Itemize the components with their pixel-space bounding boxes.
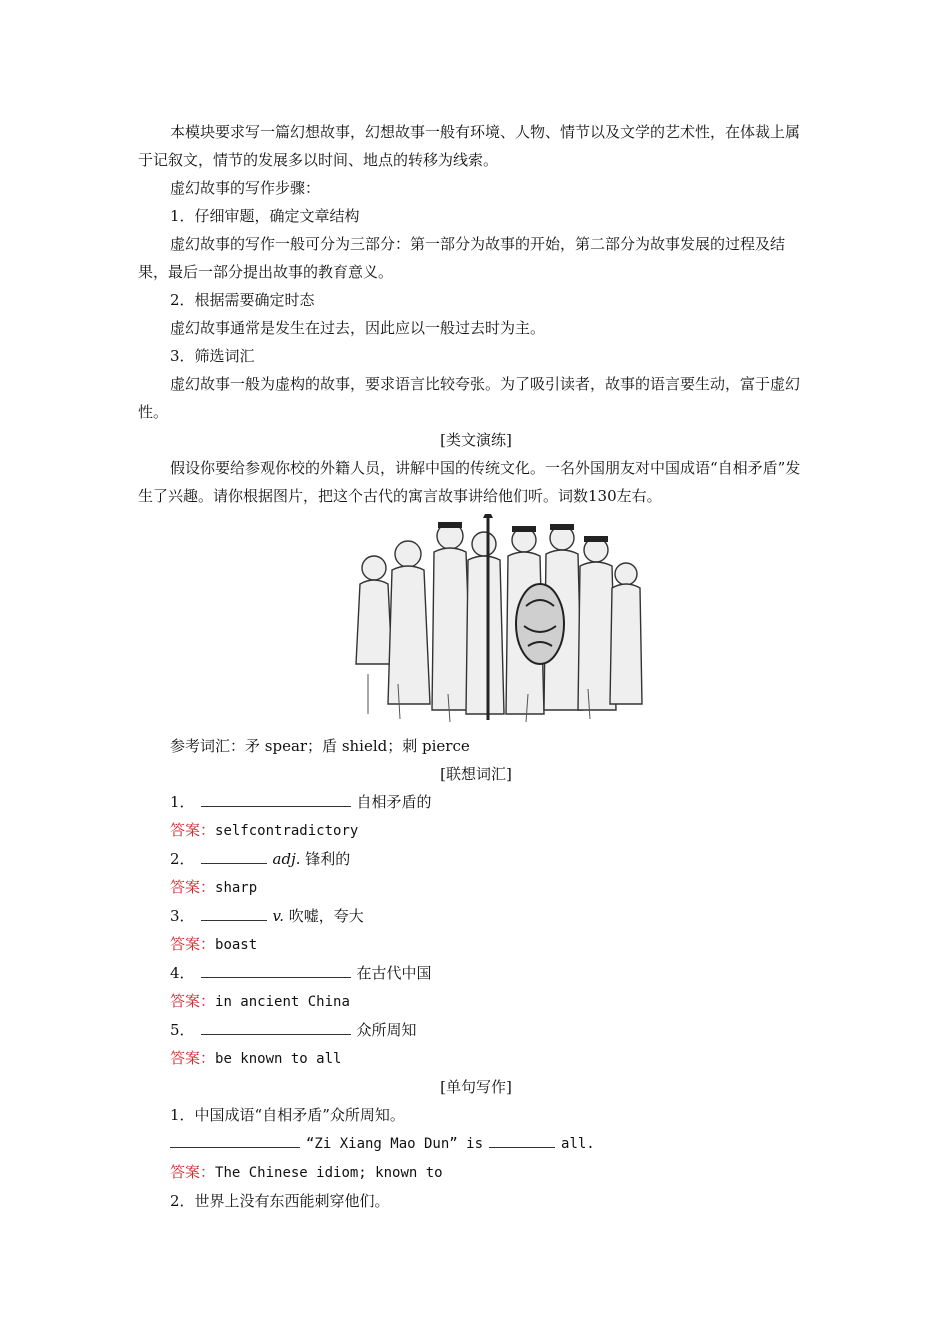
item-number: 3． [170, 907, 195, 925]
steps-title: 虚幻故事的写作步骤： [170, 179, 321, 197]
part-of-speech: v. [272, 907, 285, 925]
item-number: 2． [170, 850, 195, 868]
answer-label: 答案： [170, 1163, 216, 1181]
answer-blank[interactable] [201, 1018, 351, 1035]
practice-heading: [类文演练] [440, 431, 512, 449]
sentence-q1-end: all. [561, 1136, 595, 1152]
intro-paragraph: 本模块要求写一篇幻想故事，幻想故事一般有环境、人物、情节以及文学的艺术性，在体裁上属于记叙文，情节的发展多以时间、地点的转移为线索。 [138, 123, 801, 169]
answer-label: 答案： [170, 1049, 216, 1067]
answer-text: sharp [215, 880, 258, 896]
practice-task: 假设你要给参观你校的外籍人员，讲解中国的传统文化。一名外国朋友对中国成语“自相矛盾”发生了兴趣。请你根据图片，把这个古代的寓言故事讲给他们听。词数130左右。 [138, 459, 801, 505]
item-meaning: 锋利的 [305, 850, 351, 868]
step3-body: 虚幻故事一般为虚构的故事，要求语言比较夸张。为了吸引读者，故事的语言要生动，富于虚幻性。 [138, 375, 801, 421]
answer-text: in ancient China [215, 994, 350, 1010]
answer-blank[interactable] [201, 904, 267, 921]
vocab-item-2 [138, 845, 814, 902]
answer-text: be known to all [215, 1051, 342, 1067]
sentence-q1: 1．中国成语“自相矛盾”众所周知。 [170, 1106, 405, 1124]
answer-text: boast [215, 937, 258, 953]
item-number: 4． [170, 964, 195, 982]
answer-label: 答案： [170, 821, 216, 839]
answer-label: 答案： [170, 935, 216, 953]
answer-label: 答案： [170, 992, 216, 1010]
answer-text: The Chinese idiom; known to [215, 1165, 443, 1181]
sentence-q1-fill [138, 1129, 814, 1158]
vocab-item-3 [138, 902, 814, 959]
reference-vocabulary: 参考词汇：矛 spear；盾 shield；刺 pierce [170, 737, 470, 755]
sentence-heading: [单句写作] [440, 1078, 512, 1096]
vocab-item-1 [138, 788, 814, 845]
vocab-item-4 [138, 959, 814, 1016]
document-page [138, 118, 814, 1215]
answer-blank[interactable] [170, 1131, 300, 1148]
item-meaning: 在古代中国 [356, 964, 432, 982]
illustration-crowd-spear-shield [338, 514, 646, 726]
answer-text: selfcontradictory [215, 823, 359, 839]
sentence-q1-mid: “Zi Xiang Mao Dun” is [306, 1136, 484, 1152]
vocab-item-5 [138, 1016, 814, 1073]
item-meaning: 自相矛盾的 [356, 793, 432, 811]
vocab-heading: [联想词汇] [440, 765, 512, 783]
answer-label: 答案： [170, 878, 216, 896]
item-meaning: 吹嘘，夸大 [288, 907, 364, 925]
step1-body: 虚幻故事的写作一般可分为三部分：第一部分为故事的开始，第二部分为故事发展的过程及结果，最后一部分提出故事的教育意义。 [138, 235, 786, 281]
item-number: 1． [170, 793, 195, 811]
item-number: 5． [170, 1021, 195, 1039]
step1-title: 1．仔细审题，确定文章结构 [170, 207, 360, 225]
sentence-q2: 2．世界上没有东西能刺穿他们。 [170, 1192, 390, 1210]
answer-blank[interactable] [201, 790, 351, 807]
step2-title: 2．根据需要确定时态 [170, 291, 315, 309]
step3-title: 3．筛选词汇 [170, 347, 255, 365]
answer-blank[interactable] [201, 961, 351, 978]
part-of-speech: adj. [272, 850, 301, 868]
answer-blank[interactable] [489, 1131, 555, 1148]
item-meaning: 众所周知 [356, 1021, 417, 1039]
step2-body: 虚幻故事通常是发生在过去，因此应以一般过去时为主。 [170, 319, 546, 337]
answer-blank[interactable] [201, 847, 267, 864]
